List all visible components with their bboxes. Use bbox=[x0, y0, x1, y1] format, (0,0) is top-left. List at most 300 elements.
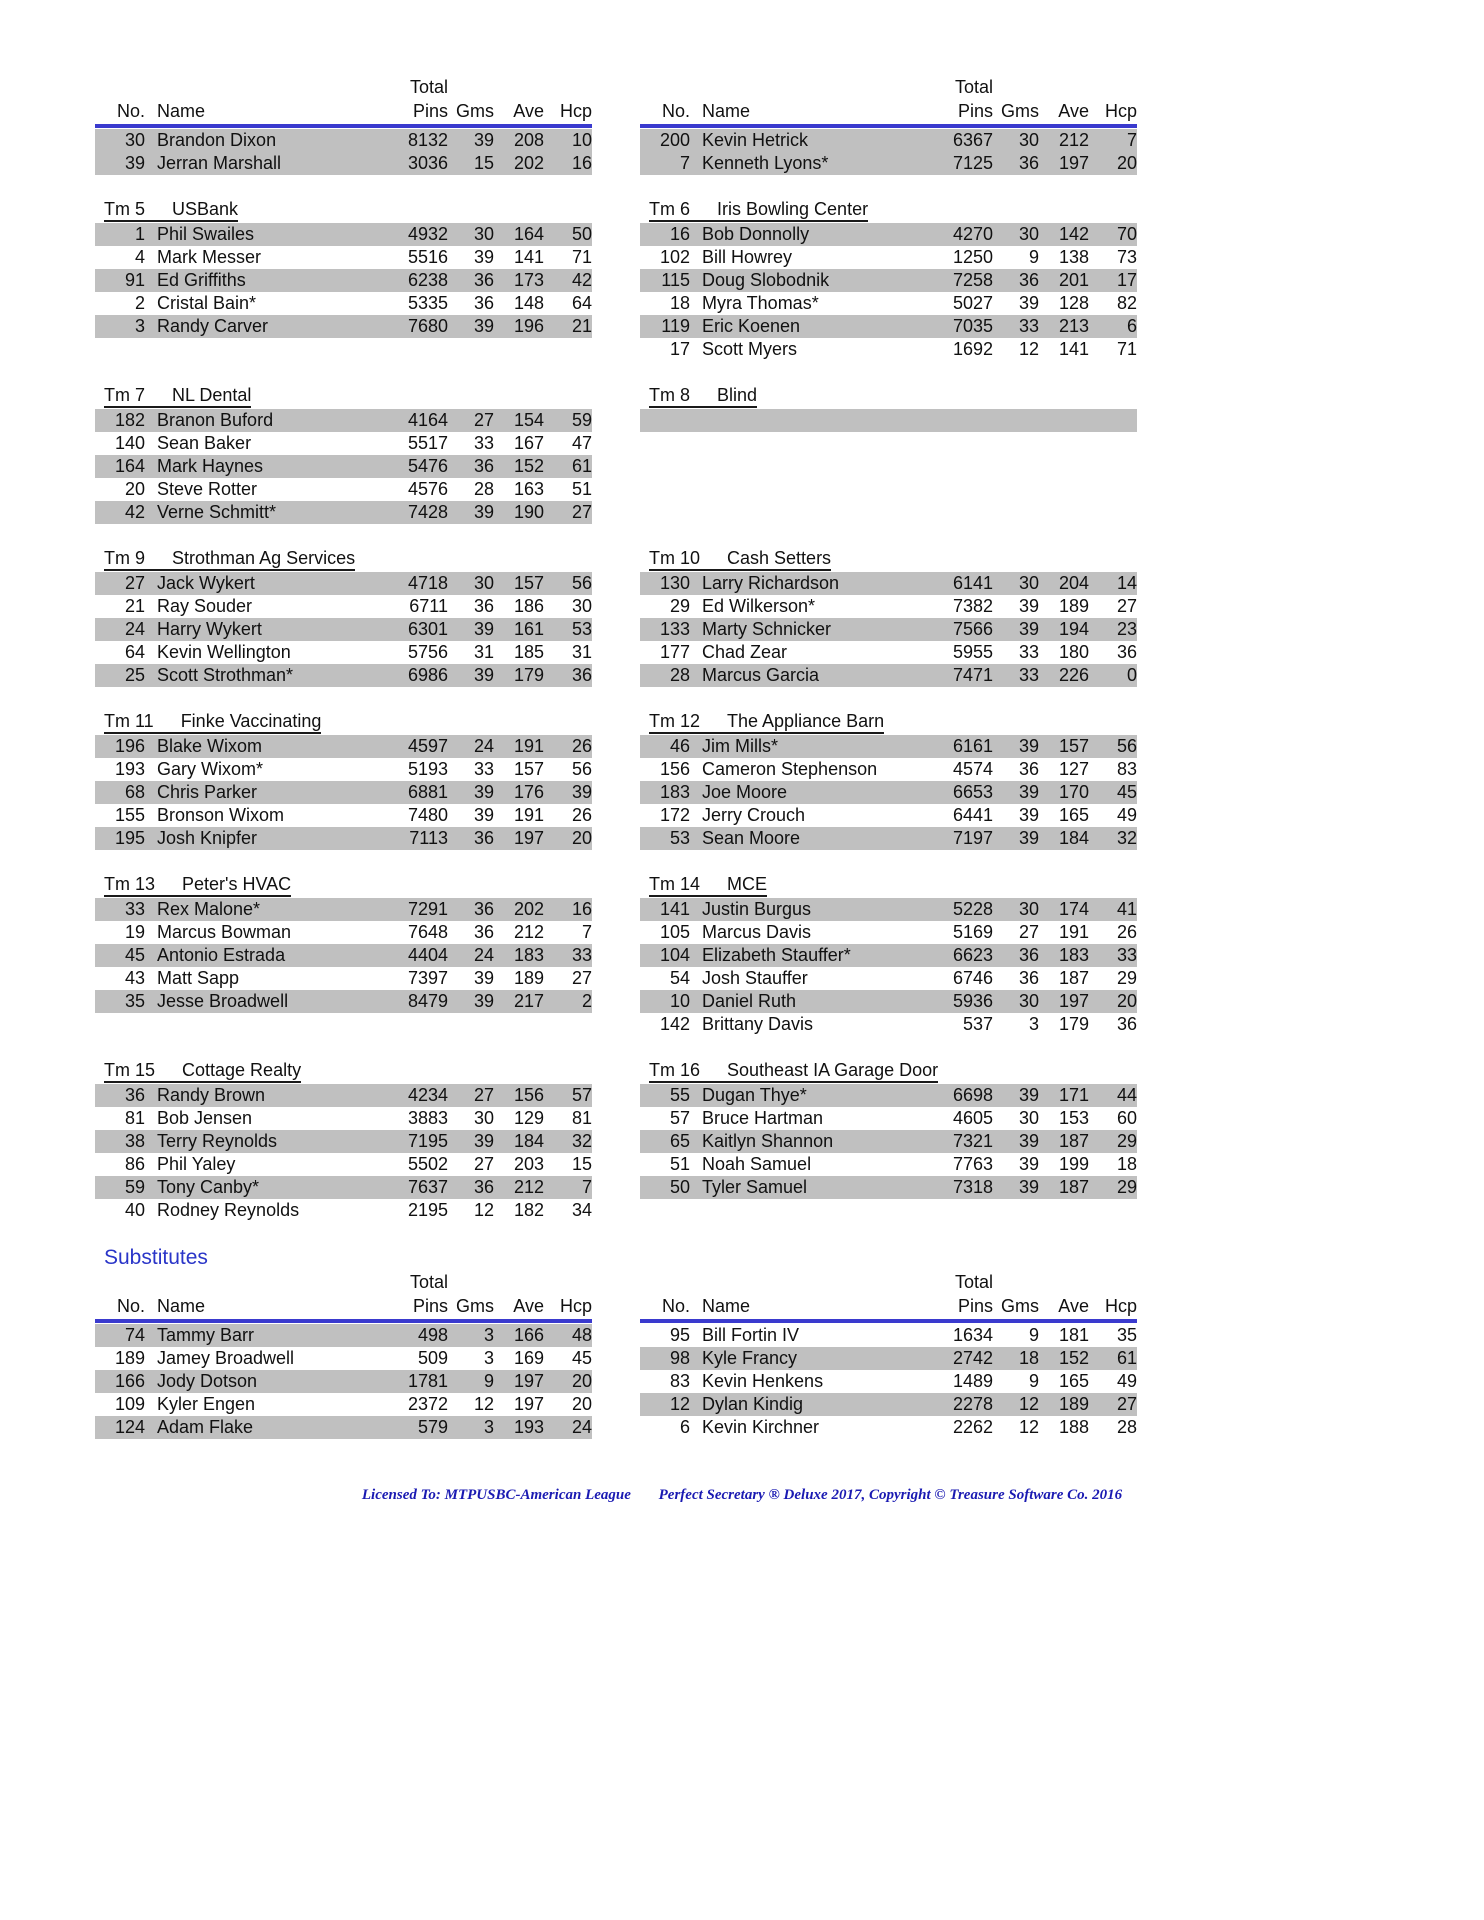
player-number: 27 bbox=[124, 573, 145, 593]
team-header bbox=[640, 710, 1137, 735]
player-row bbox=[95, 921, 592, 944]
team-number: Tm 9 bbox=[104, 548, 146, 568]
player-total-pins: 5027 bbox=[952, 293, 993, 313]
player-total-pins: 8132 bbox=[407, 130, 448, 150]
player-name: Marty Schnicker bbox=[702, 619, 832, 639]
substitutes-heading: Substitutes bbox=[104, 1246, 208, 1269]
player-handicap: 50 bbox=[571, 224, 592, 244]
team-block bbox=[95, 198, 592, 338]
pins-header-label: Pins bbox=[412, 1296, 448, 1316]
player-handicap: 64 bbox=[571, 293, 592, 313]
player-number: 25 bbox=[124, 665, 145, 685]
player-name: Gary Wixom* bbox=[157, 759, 264, 779]
player-games: 28 bbox=[473, 479, 494, 499]
player-row bbox=[95, 246, 592, 269]
player-average: 128 bbox=[1058, 293, 1089, 313]
gms-header-label: Gms bbox=[456, 101, 494, 121]
player-total-pins: 7382 bbox=[952, 596, 993, 616]
player-row bbox=[640, 944, 1137, 967]
player-number: 7 bbox=[679, 153, 690, 173]
player-row bbox=[95, 432, 592, 455]
gms-header-label: Gms bbox=[1001, 101, 1039, 121]
player-row bbox=[640, 990, 1137, 1013]
player-games: 15 bbox=[473, 153, 494, 173]
player-number: 57 bbox=[669, 1108, 690, 1128]
hcp-header-label: Hcp bbox=[1104, 101, 1137, 121]
header-rule bbox=[95, 124, 592, 128]
player-handicap: 6 bbox=[1126, 316, 1137, 336]
player-number: 28 bbox=[669, 665, 690, 685]
player-name: Cristal Bain* bbox=[157, 293, 257, 313]
spacer bbox=[1039, 76, 1089, 99]
player-games: 30 bbox=[473, 224, 494, 244]
team-header bbox=[95, 1059, 592, 1084]
team-number: Tm 12 bbox=[649, 711, 701, 731]
player-number: 40 bbox=[124, 1200, 145, 1220]
player-name: Phil Swailes bbox=[157, 224, 255, 244]
player-average: 142 bbox=[1058, 224, 1089, 244]
player-average: 203 bbox=[513, 1154, 544, 1174]
player-total-pins: 1781 bbox=[407, 1371, 448, 1391]
player-average: 169 bbox=[513, 1348, 544, 1368]
player-handicap: 16 bbox=[571, 899, 592, 919]
player-total-pins: 5517 bbox=[407, 433, 448, 453]
player-average: 182 bbox=[513, 1200, 544, 1220]
player-total-pins: 7763 bbox=[952, 1154, 993, 1174]
player-row bbox=[95, 1176, 592, 1199]
spacer bbox=[494, 1271, 544, 1294]
player-games: 33 bbox=[473, 759, 494, 779]
player-number: 91 bbox=[124, 270, 145, 290]
player-games: 12 bbox=[1018, 339, 1039, 359]
player-row bbox=[95, 664, 592, 687]
player-handicap: 45 bbox=[571, 1348, 592, 1368]
player-average: 190 bbox=[513, 502, 544, 522]
player-name: Mark Messer bbox=[157, 247, 262, 267]
team-block bbox=[95, 873, 592, 1013]
player-handicap: 42 bbox=[571, 270, 592, 290]
player-handicap: 81 bbox=[571, 1108, 592, 1128]
player-total-pins: 7125 bbox=[952, 153, 993, 173]
ave-header-label: Ave bbox=[513, 101, 544, 121]
player-handicap: 29 bbox=[1116, 1131, 1137, 1151]
player-handicap: 16 bbox=[571, 153, 592, 173]
player-average: 187 bbox=[1058, 1177, 1089, 1197]
team-header bbox=[640, 1059, 1137, 1084]
player-name bbox=[690, 409, 933, 432]
player-handicap: 20 bbox=[1116, 153, 1137, 173]
player-handicap: 61 bbox=[1116, 1348, 1137, 1368]
player-number: 142 bbox=[659, 1014, 690, 1034]
player-total-pins: 1489 bbox=[952, 1371, 993, 1391]
player-handicap: 44 bbox=[1116, 1085, 1137, 1105]
player-average: 148 bbox=[513, 293, 544, 313]
player-number: 119 bbox=[661, 316, 690, 336]
player-games: 31 bbox=[473, 642, 494, 662]
player-number: 3 bbox=[134, 316, 145, 336]
player-number: 2 bbox=[134, 293, 145, 313]
team-block bbox=[640, 547, 1137, 687]
team-name: The Appliance Barn bbox=[727, 711, 885, 731]
player-row bbox=[95, 618, 592, 641]
player-row bbox=[95, 1084, 592, 1107]
player-total-pins: 4932 bbox=[407, 224, 448, 244]
player-average: 186 bbox=[513, 596, 544, 616]
header-rule bbox=[640, 124, 1137, 128]
team-block bbox=[95, 384, 592, 524]
player-total-pins: 5955 bbox=[952, 642, 993, 662]
team-number: Tm 6 bbox=[649, 199, 691, 219]
player-games: 30 bbox=[1018, 224, 1039, 244]
player-average: 141 bbox=[513, 247, 544, 267]
player-handicap: 32 bbox=[571, 1131, 592, 1151]
player-number: 42 bbox=[124, 502, 145, 522]
player-number: 17 bbox=[669, 339, 690, 359]
team-name: Iris Bowling Center bbox=[717, 199, 869, 219]
player-games: 39 bbox=[473, 619, 494, 639]
substitutes-band bbox=[95, 1271, 1137, 1439]
player-average: 191 bbox=[513, 805, 544, 825]
player-average: 180 bbox=[1058, 642, 1089, 662]
player-games: 39 bbox=[1018, 782, 1039, 802]
player-total-pins: 5936 bbox=[952, 991, 993, 1011]
player-name: Noah Samuel bbox=[702, 1154, 812, 1174]
player-total-pins: 7113 bbox=[409, 828, 448, 848]
player-average: 173 bbox=[513, 270, 544, 290]
player-handicap: 29 bbox=[1116, 968, 1137, 988]
player-row bbox=[95, 1199, 592, 1222]
player-number: 43 bbox=[124, 968, 145, 988]
spacer bbox=[1089, 1271, 1137, 1294]
player-name: Mark Haynes bbox=[157, 456, 264, 476]
player-total-pins: 5476 bbox=[407, 456, 448, 476]
player-row bbox=[640, 1324, 1137, 1347]
player-average: 189 bbox=[513, 968, 544, 988]
player-number: 39 bbox=[124, 153, 145, 173]
player-row bbox=[95, 409, 592, 432]
player-handicap: 27 bbox=[571, 502, 592, 522]
stats-block bbox=[95, 1271, 592, 1439]
player-name: Kyle Francy bbox=[702, 1348, 798, 1368]
roster-band bbox=[95, 384, 1137, 524]
player-number: 109 bbox=[114, 1394, 145, 1414]
player-handicap: 56 bbox=[571, 573, 592, 593]
team-title bbox=[104, 710, 321, 734]
team-block bbox=[640, 873, 1137, 1036]
player-number: 183 bbox=[659, 782, 690, 802]
player-number: 16 bbox=[669, 224, 690, 244]
ave-header-label: Ave bbox=[1058, 101, 1089, 121]
player-handicap: 83 bbox=[1116, 759, 1137, 779]
player-row bbox=[95, 1107, 592, 1130]
player-row bbox=[640, 409, 1137, 432]
player-name: Antonio Estrada bbox=[157, 945, 286, 965]
player-handicap: 33 bbox=[571, 945, 592, 965]
team-header bbox=[95, 873, 592, 898]
player-name: Elizabeth Stauffer* bbox=[702, 945, 851, 965]
player-games: 24 bbox=[473, 945, 494, 965]
player-average: 204 bbox=[1058, 573, 1089, 593]
player-row bbox=[95, 827, 592, 850]
player-name: Terry Reynolds bbox=[157, 1131, 278, 1151]
player-games: 39 bbox=[473, 502, 494, 522]
player-total-pins: 7318 bbox=[952, 1177, 993, 1197]
spacer bbox=[95, 1271, 145, 1294]
player-total-pins: 7566 bbox=[952, 619, 993, 639]
player-handicap: 71 bbox=[1116, 339, 1137, 359]
player-handicap: 2 bbox=[581, 991, 592, 1011]
copyright-text: Perfect Secretary ® Deluxe 2017, Copyright © Treasure Software Co. 2016 bbox=[658, 1487, 1123, 1503]
spacer bbox=[1039, 1271, 1089, 1294]
team-number: Tm 16 bbox=[649, 1060, 701, 1080]
player-name: Branon Buford bbox=[157, 410, 274, 430]
player-name: Adam Flake bbox=[157, 1417, 254, 1437]
spacer bbox=[640, 1271, 690, 1294]
license-text: Licensed To: MTPUSBC-American League bbox=[361, 1487, 631, 1503]
player-number: 102 bbox=[659, 247, 690, 267]
column-header-labels-row bbox=[95, 1294, 592, 1318]
player-handicap: 23 bbox=[1116, 619, 1137, 639]
player-name: Bronson Wixom bbox=[157, 805, 285, 825]
player-games: 36 bbox=[1018, 153, 1039, 173]
player-name: Doug Slobodnik bbox=[702, 270, 830, 290]
team-header bbox=[95, 547, 592, 572]
spacer bbox=[544, 76, 592, 99]
player-row bbox=[95, 1130, 592, 1153]
player-average: 179 bbox=[513, 665, 544, 685]
player-games: 12 bbox=[473, 1394, 494, 1414]
roster-band bbox=[95, 710, 1137, 850]
player-name: Rex Malone* bbox=[157, 899, 261, 919]
roster-band bbox=[95, 198, 1137, 361]
player-number: 156 bbox=[659, 759, 690, 779]
player-handicap: 20 bbox=[1116, 991, 1137, 1011]
player-games: 12 bbox=[473, 1200, 494, 1220]
team-name: Strothman Ag Services bbox=[172, 548, 356, 568]
player-row bbox=[95, 152, 592, 175]
team-name: Peter's HVAC bbox=[182, 874, 292, 894]
player-handicap: 20 bbox=[571, 1394, 592, 1414]
ave-header-label: Ave bbox=[1058, 1296, 1089, 1316]
spacer bbox=[993, 1271, 1039, 1294]
player-total-pins: 7258 bbox=[952, 270, 993, 290]
player-total-pins: 3036 bbox=[407, 153, 448, 173]
column-header-total-row bbox=[640, 76, 1137, 99]
player-total-pins: 5228 bbox=[952, 899, 993, 919]
player-games: 36 bbox=[473, 293, 494, 313]
player-number: 19 bbox=[124, 922, 145, 942]
pins-header-label: Pins bbox=[412, 101, 448, 121]
player-games: 3 bbox=[483, 1325, 494, 1345]
team-name: Cottage Realty bbox=[182, 1060, 302, 1080]
roster-band bbox=[95, 76, 1137, 175]
player-number: 50 bbox=[669, 1177, 690, 1197]
player-number: 196 bbox=[114, 736, 145, 756]
player-total-pins: 4605 bbox=[952, 1108, 993, 1128]
player-handicap: 21 bbox=[571, 316, 592, 336]
player-total-pins: 4270 bbox=[952, 224, 993, 244]
player-average: 212 bbox=[513, 922, 544, 942]
player-number: 155 bbox=[114, 805, 145, 825]
player-average: 163 bbox=[513, 479, 544, 499]
player-row bbox=[640, 641, 1137, 664]
player-average: 183 bbox=[513, 945, 544, 965]
player-number: 30 bbox=[124, 130, 145, 150]
player-handicap: 7 bbox=[581, 1177, 592, 1197]
player-number: 164 bbox=[114, 456, 145, 476]
player-games: 3 bbox=[1028, 1014, 1039, 1034]
player-average: 127 bbox=[1058, 759, 1089, 779]
roster-band bbox=[95, 873, 1137, 1036]
player-total-pins: 2195 bbox=[407, 1200, 448, 1220]
player-name: Jody Dotson bbox=[157, 1371, 258, 1391]
player-number bbox=[640, 409, 690, 432]
player-name: Dugan Thye* bbox=[702, 1085, 807, 1105]
player-games: 36 bbox=[473, 1177, 494, 1197]
team-number: Tm 13 bbox=[104, 874, 156, 894]
player-name: Tammy Barr bbox=[157, 1325, 255, 1345]
player-games: 12 bbox=[1018, 1417, 1039, 1437]
player-name: Bill Howrey bbox=[702, 247, 793, 267]
player-number: 36 bbox=[124, 1085, 145, 1105]
player-average: 171 bbox=[1058, 1085, 1089, 1105]
player-average: 197 bbox=[513, 1371, 544, 1391]
player-games: 18 bbox=[1018, 1348, 1039, 1368]
player-total-pins: 579 bbox=[417, 1417, 448, 1437]
team-title bbox=[649, 198, 868, 222]
player-name: Kevin Wellington bbox=[157, 642, 291, 662]
player-name: Ed Wilkerson* bbox=[702, 596, 816, 616]
player-name: Harry Wykert bbox=[157, 619, 262, 639]
player-games: 39 bbox=[1018, 293, 1039, 313]
player-row bbox=[640, 804, 1137, 827]
player-name: Brandon Dixon bbox=[157, 130, 277, 150]
player-games: 36 bbox=[1018, 270, 1039, 290]
player-total-pins: 6711 bbox=[409, 596, 448, 616]
player-average: 164 bbox=[513, 224, 544, 244]
player-games: 36 bbox=[1018, 759, 1039, 779]
player-total-pins: 7397 bbox=[407, 968, 448, 988]
player-handicap: 10 bbox=[571, 130, 592, 150]
player-total-pins: 6441 bbox=[952, 805, 993, 825]
team-number: Tm 11 bbox=[104, 711, 154, 731]
player-row bbox=[95, 315, 592, 338]
player-handicap: 73 bbox=[1116, 247, 1137, 267]
team-number: Tm 5 bbox=[104, 199, 146, 219]
player-name: Jesse Broadwell bbox=[157, 991, 289, 1011]
player-total-pins: 3883 bbox=[407, 1108, 448, 1128]
player-row bbox=[640, 152, 1137, 175]
player-games: 36 bbox=[473, 456, 494, 476]
player-handicap: 20 bbox=[571, 828, 592, 848]
player-name: Marcus Bowman bbox=[157, 922, 292, 942]
player-row bbox=[640, 1013, 1137, 1036]
player-games: 27 bbox=[473, 410, 494, 430]
player-row bbox=[640, 781, 1137, 804]
player-row bbox=[640, 338, 1137, 361]
player-row bbox=[640, 967, 1137, 990]
player-average: 156 bbox=[513, 1085, 544, 1105]
player-total-pins: 1634 bbox=[952, 1325, 993, 1345]
spacer bbox=[1089, 76, 1137, 99]
player-name: Scott Strothman* bbox=[157, 665, 294, 685]
player-name: Bill Fortin IV bbox=[702, 1325, 800, 1345]
player-average: 197 bbox=[513, 1394, 544, 1414]
team-name: MCE bbox=[727, 874, 768, 894]
column-header-labels-row bbox=[640, 1294, 1137, 1318]
team-block bbox=[95, 710, 592, 850]
player-average: 208 bbox=[513, 130, 544, 150]
player-handicap: 45 bbox=[1116, 782, 1137, 802]
player-number: 141 bbox=[659, 899, 690, 919]
player-row bbox=[640, 1176, 1137, 1199]
name-header-label: Name bbox=[157, 101, 206, 121]
player-name: Steve Rotter bbox=[157, 479, 258, 499]
player-number: 20 bbox=[124, 479, 145, 499]
player-handicap: 7 bbox=[581, 922, 592, 942]
player-handicap: 20 bbox=[571, 1371, 592, 1391]
player-games: 33 bbox=[1018, 642, 1039, 662]
player-average: 194 bbox=[1058, 619, 1089, 639]
player-games: 36 bbox=[473, 828, 494, 848]
player-name: Kenneth Lyons* bbox=[702, 153, 829, 173]
spacer bbox=[448, 1271, 494, 1294]
player-row bbox=[640, 898, 1137, 921]
player-row bbox=[95, 1416, 592, 1439]
player-handicap: 27 bbox=[1116, 1394, 1137, 1414]
player-average: 157 bbox=[513, 759, 544, 779]
player-average: 154 bbox=[513, 410, 544, 430]
player-average: 212 bbox=[1058, 130, 1089, 150]
player-number: 130 bbox=[659, 573, 690, 593]
player-total-pins: 7195 bbox=[407, 1131, 448, 1151]
spacer bbox=[993, 76, 1039, 99]
player-total-pins: 5502 bbox=[407, 1154, 448, 1174]
player-row bbox=[640, 595, 1137, 618]
player-total-pins: 6746 bbox=[952, 968, 993, 988]
spacer bbox=[494, 76, 544, 99]
team-title bbox=[104, 873, 291, 897]
player-row bbox=[95, 967, 592, 990]
player-total-pins: 6367 bbox=[952, 130, 993, 150]
team-header bbox=[640, 873, 1137, 898]
player-name: Marcus Davis bbox=[702, 922, 812, 942]
player-number: 95 bbox=[669, 1325, 690, 1345]
player-name: Phil Yaley bbox=[157, 1154, 236, 1174]
player-total-pins: 7197 bbox=[952, 828, 993, 848]
player-number: 81 bbox=[124, 1108, 145, 1128]
column-header-total-row bbox=[640, 1271, 1137, 1294]
team-header bbox=[95, 198, 592, 223]
player-row bbox=[640, 129, 1137, 152]
player-row bbox=[95, 1370, 592, 1393]
player-average: 189 bbox=[1058, 596, 1089, 616]
player-games: 39 bbox=[1018, 1177, 1039, 1197]
player-average: 157 bbox=[513, 573, 544, 593]
total-header-label: Total bbox=[409, 77, 448, 97]
spacer bbox=[95, 76, 145, 99]
player-row bbox=[95, 455, 592, 478]
player-name: Bob Donnolly bbox=[702, 224, 810, 244]
player-handicap: 60 bbox=[1116, 1108, 1137, 1128]
team-header bbox=[95, 710, 592, 735]
player-total-pins: 7648 bbox=[407, 922, 448, 942]
spacer bbox=[448, 76, 494, 99]
player-handicap: 30 bbox=[571, 596, 592, 616]
player-games: 30 bbox=[473, 573, 494, 593]
player-handicap: 56 bbox=[1116, 736, 1137, 756]
player-average: 213 bbox=[1058, 316, 1089, 336]
